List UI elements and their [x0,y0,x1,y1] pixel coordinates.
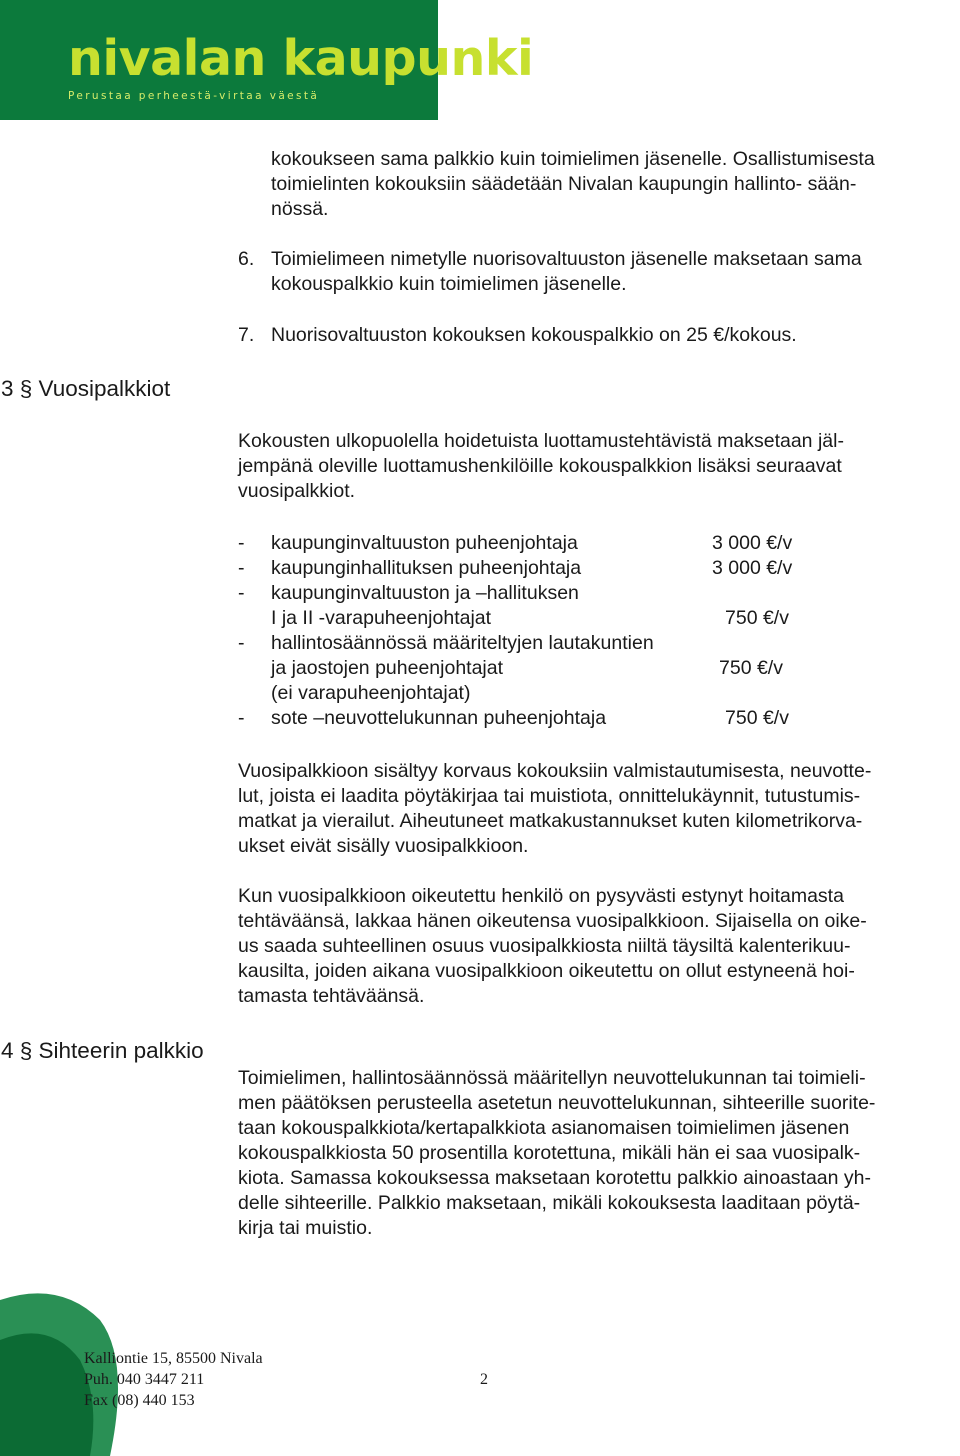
section-3-para-3-line-5: tamasta tehtäväänsä. [238,985,425,1007]
fee-row-8-amount: 750 €/v [725,707,789,729]
intro-line-1: kokoukseen sama palkkio kuin toimielimen jäsenelle. Osallistumisesta [271,148,875,170]
fee-row-8-dash: - [238,707,245,729]
fee-row-2-amount: 3 000 €/v [712,557,793,579]
section-3-heading: 3 § Vuosipalkkiot [1,376,171,401]
intro-line-2: toimielinten kokouksiin säädetään Nivalan kaupungin hallinto- sään- [271,173,857,195]
section-3-para-3-line-4: kausilta, joiden aikana vuosipalkkioon oikeutettu on ollut estyneenä hoi- [238,960,855,982]
fee-row-6-amount: 750 €/v [719,657,783,679]
fee-row-2-label: kaupunginhallituksen puheenjohtaja [271,557,582,579]
section-4-line-4: kokouspalkkiosta 50 prosentilla korotettuna, mikäli hän ei saa vuosipalk- [238,1142,861,1164]
fee-row-4-amount: 750 €/v [725,607,789,629]
section-4-line-7: kirja tai muistio. [238,1217,373,1239]
section-3-para-2-line-1: Vuosipalkkioon sisältyy korvaus kokouksiin valmistautumisesta, neuvotte- [238,760,872,782]
section-3-para-2-line-2: lut, joista ei laadita pöytäkirjaa tai muistiota, onnittelukäynnit, tutustumis- [238,785,861,807]
footer-fax: Fax (08) 440 153 [84,1392,195,1409]
section-4-line-2: men päätöksen perusteella asetetun neuvottelukunnan, sihteerille suorite- [238,1092,876,1114]
fee-row-8-label: sote –neuvottelukunnan puheenjohtaja [271,707,607,729]
fee-row-4-label: I ja II -varapuheenjohtajat [271,607,492,629]
section-3-para-3-line-1: Kun vuosipalkkioon oikeutettu henkilö on pysyvästi estynyt hoitamasta [238,885,844,907]
page-number: 2 [480,1371,488,1388]
item-7-text: Nuorisovaltuuston kokouksen kokouspalkkio on 25 €/kokous. [271,324,797,346]
fee-row-1-label: kaupunginvaltuuston puheenjohtaja [271,532,578,554]
logo-tagline: Perustaa perheestä-virtaa väestä [68,90,320,102]
fee-row-1-dash: - [238,532,245,554]
section-4-heading: 4 § Sihteerin palkkio [1,1038,204,1063]
section-3-para-1-line-2: jempänä oleville luottamushenkilöille kokouspalkkion lisäksi seuraavat [238,455,842,477]
section-3-para-3-line-3: us saada suhteellinen osuus vuosipalkkiosta niiltä täysiltä kalenterikuu- [238,935,851,957]
footer-address: Kalliontie 15, 85500 Nivala [84,1350,263,1367]
city-logo-banner [0,0,534,120]
logo-name: nivalan kaupunki [68,30,534,87]
item-6-line-2: kokouspalkkio kuin toimielimen jäsenelle. [271,273,627,295]
fee-row-5-label: hallintosäännössä määriteltyjen lautakuntien [271,632,654,654]
section-4-line-3: taan kokouspalkkiota/kertapalkkiota asianomaisen toimielimen jäsenen [238,1117,850,1139]
section-4-line-5: kiota. Samassa kokouksessa maksetaan korotettu palkkio ainoastaan yh- [238,1167,872,1189]
fee-row-6-label: ja jaostojen puheenjohtajat [271,657,504,679]
section-3-para-1-line-3: vuosipalkkiot. [238,480,356,502]
item-6-number: 6. [238,248,255,270]
section-3-para-2-line-4: ukset eivät sisälly vuosipalkkioon. [238,835,529,857]
intro-line-3: nössä. [271,198,329,220]
fee-row-3-dash: - [238,582,245,604]
fee-row-3-label: kaupunginvaltuuston ja –hallituksen [271,582,579,604]
item-7-number: 7. [238,324,255,346]
fee-row-7-label: (ei varapuheenjohtajat) [271,682,471,704]
section-4-line-6: delle sihteerille. Palkkio maksetaan, mikäli kokouksesta laaditaan pöytä- [238,1192,861,1214]
section-3-para-1-line-1: Kokousten ulkopuolella hoidetuista luottamustehtävistä maksetaan jäl- [238,430,844,452]
fee-row-1-amount: 3 000 €/v [712,532,793,554]
section-3-para-2-line-3: matkat ja vierailut. Aiheutuneet matkakustannukset kuten kilometrikorva- [238,810,863,832]
fee-row-2-dash: - [238,557,245,579]
section-4-line-1: Toimielimen, hallintosäännössä määritellyn neuvottelukunnan tai toimieli- [238,1067,866,1089]
fee-row-5-dash: - [238,632,245,654]
item-6-line-1: Toimielimeen nimetylle nuorisovaltuuston jäsenelle maksetaan sama [271,248,862,270]
section-3-para-3-line-2: tehtäväänsä, lakkaa hänen oikeutensa vuosipalkkioon. Sijaisella on oike- [238,910,867,932]
footer-phone: Puh. 040 3447 211 [84,1371,205,1388]
